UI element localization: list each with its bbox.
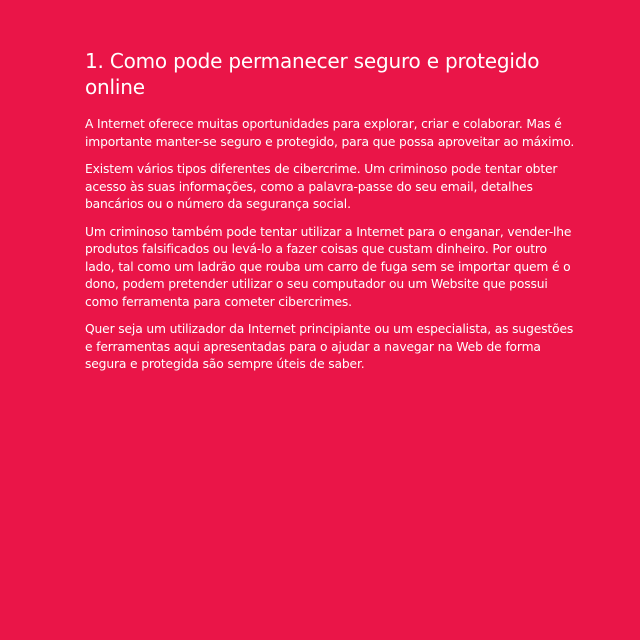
- paragraph-intro: A Internet oferece muitas oportunidades para explorar, criar e colaborar. Mas é importante manter-se seguro e protegido, para que possa aproveitar ao máximo.: [85, 117, 575, 149]
- paragraph-criminal-tactics: Um criminoso também pode tentar utilizar a Internet para o enganar, vender-lhe produtos falsificados ou levá-lo a fazer coisas que custam dinheiro. Por outro lado, tal como um ladrão que rouba um carro de fuga sem se importar quem é o dono, podem pretender utilizar o seu computador ou um Website que possui como ferramenta para cometer cibercrimes.: [85, 224, 572, 309]
- paragraph-cybercrime-types: Existem vários tipos diferentes de cibercrime. Um criminoso pode tentar obter acesso às suas informações, como a palavra-passe do seu email, detalhes bancários ou o número da segurança social.: [85, 162, 558, 211]
- paragraph-tips: Quer seja um utilizador da Internet principiante ou um especialista, as sugestões e ferramentas aqui apresentadas para o ajudar a navegar na Web de forma segura e protegida são sempre úteis de saber.: [85, 322, 574, 371]
- page-title: 1. Como pode permanecer seguro e protegido online: [85, 49, 540, 99]
